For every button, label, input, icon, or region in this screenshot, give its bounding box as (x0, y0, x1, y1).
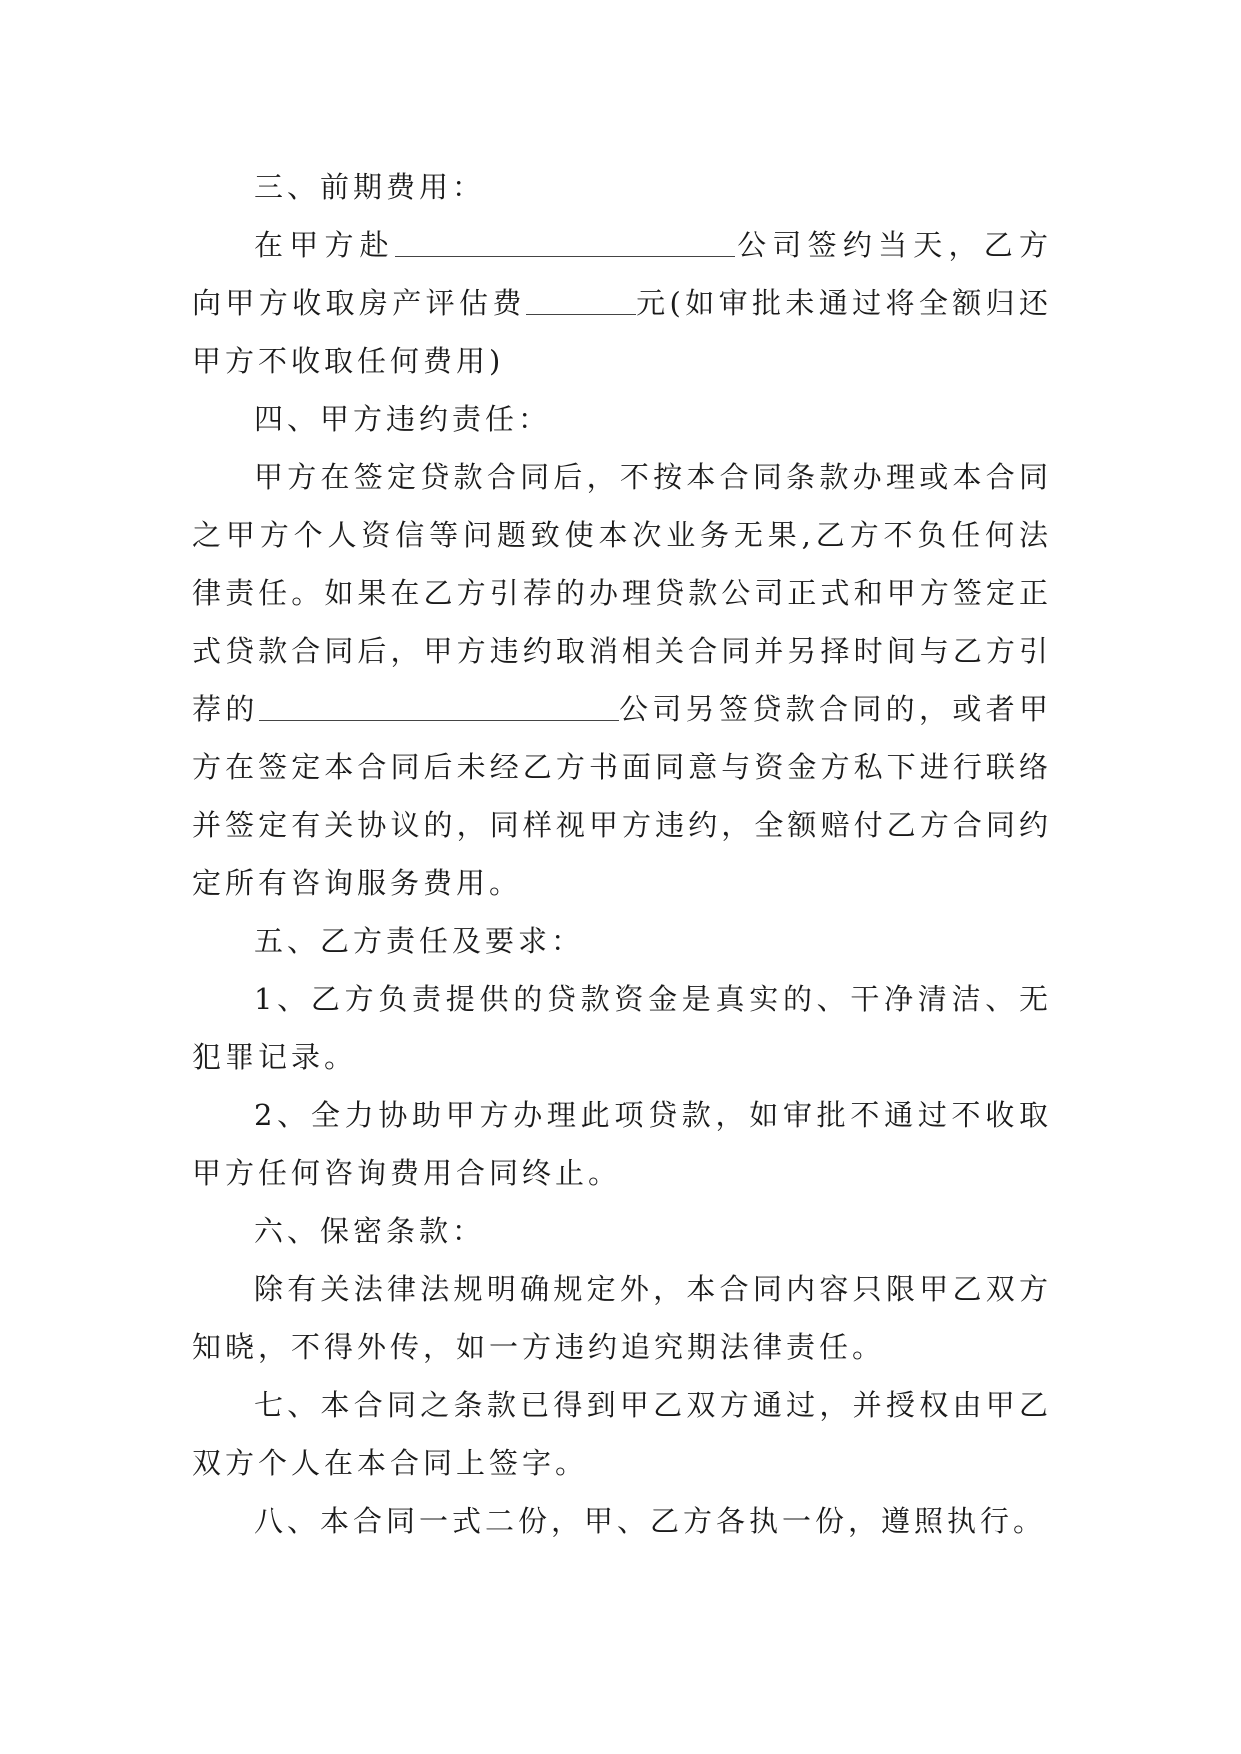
appraisal-fee-blank (526, 278, 636, 315)
section5-item-1: 1、乙方负责提供的贷款资金是真实的、干净清洁、无犯罪记录。 (192, 982, 1052, 1074)
section5-item-2: 2、全力协助甲方办理此项贷款，如审批不通过不收取甲方任何咨询费用合同终止。 (192, 1098, 1052, 1190)
section8-paragraph: 八、本合同一式二份，甲、乙方各执一份，遵照执行。 (254, 1504, 1047, 1538)
section4-heading: 四、甲方违约责任： (254, 402, 552, 436)
section4-paragraph (192, 448, 1052, 912)
section3-paragraph (192, 216, 1052, 390)
section4-text-a: 甲方在签定贷款合同后，不按本合同条款办理或本合同之甲方个人资信等问题致使本次业务无果,乙方不负任何法律责任。如果在乙方引荐的办理贷款公司正式和甲方签定正式贷款合同后，甲方违约取消相关合同并另择时间与乙方引荐的 (192, 460, 1052, 726)
section3-text-c: 元(如审批未通过将全额归还甲方不收取任何费用) (192, 286, 1052, 378)
section6-paragraph: 除有关法律法规明确规定外，本合同内容只限甲乙双方知晓，不得外传，如一方违约追究期法律责任。 (192, 1272, 1052, 1364)
section3-text-a: 在甲方赴 (254, 228, 395, 262)
referred-company-blank (259, 684, 619, 721)
contract-body (192, 158, 1052, 1550)
section4-text-b: 公司另签贷款合同的，或者甲方在签定本合同后未经乙方书面同意与资金方私下进行联络并签定有关协议的，同样视甲方违约，全额赔付乙方合同约定所有咨询服务费用。 (192, 692, 1052, 900)
section5-heading: 五、乙方责任及要求： (254, 924, 585, 958)
section3-heading: 三、前期费用： (254, 170, 486, 204)
section7-paragraph: 七、本合同之条款已得到甲乙双方通过，并授权由甲乙双方个人在本合同上签字。 (192, 1388, 1052, 1480)
section3-text-b: 公司签约当天，乙方向甲方收取房产评估费 (192, 228, 1052, 320)
section6-heading: 六、保密条款： (254, 1214, 486, 1248)
company-name-blank (395, 220, 735, 257)
